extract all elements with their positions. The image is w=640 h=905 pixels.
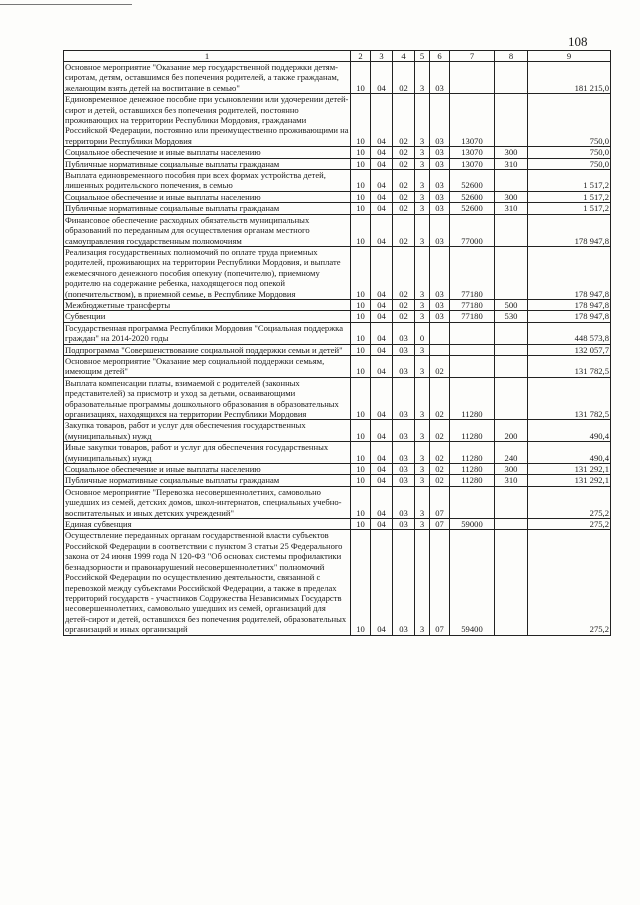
cell-subprogram: 3 <box>415 530 430 635</box>
cell-event: 07 <box>430 530 450 635</box>
table-row <box>64 158 611 169</box>
cell-program: 02 <box>393 170 415 192</box>
cell-program: 02 <box>393 147 415 158</box>
cell-event: 02 <box>430 464 450 475</box>
cell-expense-type: 300 <box>495 147 528 158</box>
cell-amount: 490,4 <box>528 442 611 464</box>
cell-section: 10 <box>351 442 371 464</box>
cell-amount: 131 782,5 <box>528 377 611 420</box>
cell-section: 10 <box>351 147 371 158</box>
cell-amount: 178 947,8 <box>528 311 611 322</box>
cell-subsection: 04 <box>371 442 393 464</box>
cell-program: 03 <box>393 322 415 344</box>
cell-name: Социальное обеспечение и иные выплаты населению <box>64 464 351 475</box>
cell-name: Иные закупки товаров, работ и услуг для обеспечения государственных (муниципальных) нужд <box>64 442 351 464</box>
cell-program: 02 <box>393 246 415 299</box>
cell-subsection: 04 <box>371 203 393 214</box>
cell-event: 02 <box>430 475 450 486</box>
cell-event: 03 <box>430 214 450 246</box>
cell-subprogram: 3 <box>415 246 430 299</box>
cell-program: 03 <box>393 475 415 486</box>
cell-name: Закупка товаров, работ и услуг для обеспечения государственных (муниципальных) нужд <box>64 420 351 442</box>
cell-event: 07 <box>430 486 450 518</box>
cell-subsection: 04 <box>371 475 393 486</box>
cell-amount: 448 573,8 <box>528 322 611 344</box>
cell-name: Единая субвенция <box>64 519 351 530</box>
cell-subsection: 04 <box>371 170 393 192</box>
cell-program: 02 <box>393 203 415 214</box>
cell-name: Реализация государственных полномочий по оплате труда приемных родителей, проживающих на территории Республики Мордовия, и выплате ежемесячного денежного пособия опекуну (попечителю), приемному родителю на содержание ребенка, находящегося под опекой (попечительством), в приемной семье, в Республике Мордовия <box>64 246 351 299</box>
cell-subsection: 04 <box>371 94 393 147</box>
cell-subprogram: 3 <box>415 355 430 377</box>
cell-name: Государственная программа Республики Мордовия "Социальная поддержка граждан" на 2014-2020 годы <box>64 322 351 344</box>
cell-event: 02 <box>430 420 450 442</box>
cell-program: 03 <box>393 442 415 464</box>
cell-amount: 131 782,5 <box>528 355 611 377</box>
table-row <box>64 355 611 377</box>
table-row <box>64 377 611 420</box>
cell-expense-type: 300 <box>495 464 528 475</box>
cell-direction: 77180 <box>450 246 495 299</box>
cell-direction: 11280 <box>450 464 495 475</box>
cell-program: 03 <box>393 464 415 475</box>
cell-program: 02 <box>393 214 415 246</box>
cell-program: 03 <box>393 486 415 518</box>
cell-amount: 750,0 <box>528 147 611 158</box>
cell-name: Осуществление переданных органам государственной власти субъектов Российской Федерации в соответствии с пунктом 3 статьи 25 Федерального закона от 24 июня 1999 года N 120-ФЗ "Об основах системы профилактики безнадзорности и правонарушений несовершеннолетних" полномочий Российской Федерации по осуществлению деятельности, связанной с перевозкой между субъектами Российской Федерации, а также в пределах территорий государств - участников Содружества Независимых Государств несовершеннолетних, самовольно ушедших из семей, организаций для детей-сирот и детей, оставшихся без попечения родителей, образовательных организаций и иных организаций <box>64 530 351 635</box>
cell-expense-type: 530 <box>495 311 528 322</box>
cell-subsection: 04 <box>371 530 393 635</box>
cell-name: Публичные нормативные социальные выплаты гражданам <box>64 158 351 169</box>
cell-amount: 178 947,8 <box>528 299 611 310</box>
cell-subsection: 04 <box>371 62 393 94</box>
cell-name: Социальное обеспечение и иные выплаты населению <box>64 191 351 202</box>
cell-event: 02 <box>430 355 450 377</box>
cell-direction: 59000 <box>450 519 495 530</box>
cell-expense-type: 310 <box>495 475 528 486</box>
cell-program: 03 <box>393 377 415 420</box>
table-row <box>64 246 611 299</box>
table-row <box>64 344 611 355</box>
cell-expense-type: 310 <box>495 158 528 169</box>
cell-event: 03 <box>430 158 450 169</box>
cell-amount: 1 517,2 <box>528 191 611 202</box>
table-row <box>64 311 611 322</box>
cell-expense-type <box>495 214 528 246</box>
cell-subprogram: 3 <box>415 62 430 94</box>
cell-subsection: 04 <box>371 322 393 344</box>
col-header-8: 8 <box>495 51 528 62</box>
col-header-3: 3 <box>371 51 393 62</box>
cell-direction: 77000 <box>450 214 495 246</box>
cell-event: 03 <box>430 191 450 202</box>
table-row <box>64 147 611 158</box>
cell-program: 02 <box>393 311 415 322</box>
table-row <box>64 442 611 464</box>
cell-name: Основное мероприятие "Перевозка несовершеннолетних, самовольно ушедших из семей, детских домов, школ-интернатов, специальных учебно-воспитательных и иных детских учреждений" <box>64 486 351 518</box>
header-rule <box>0 4 132 5</box>
cell-direction <box>450 344 495 355</box>
cell-expense-type: 300 <box>495 191 528 202</box>
cell-name: Публичные нормативные социальные выплаты гражданам <box>64 475 351 486</box>
cell-direction: 11280 <box>450 475 495 486</box>
cell-name: Единовременное денежное пособие при усыновлении или удочерении детей-сирот и детей, оставшихся без попечения родителей, постоянно проживающих на территории Республики Мордовия, гражданами Российской Федерации, постоянно или преимущественно проживающими на территории Республики Мордовия <box>65 94 349 146</box>
cell-subsection: 04 <box>371 486 393 518</box>
cell-name: Социальное обеспечение и иные выплаты населению <box>64 147 351 158</box>
cell-name: Субвенции <box>64 311 351 322</box>
cell-subprogram: 3 <box>415 158 430 169</box>
cell-direction: 11280 <box>450 420 495 442</box>
table-row <box>64 203 611 214</box>
cell-event: 03 <box>430 147 450 158</box>
cell-name: Выплата единовременного пособия при всех формах устройства детей, лишенных родительского попечения, в семью <box>64 170 351 192</box>
cell-subprogram: 3 <box>415 420 430 442</box>
cell-direction <box>450 486 495 518</box>
col-header-2: 2 <box>351 51 371 62</box>
cell-subprogram: 3 <box>415 486 430 518</box>
cell-section: 10 <box>351 214 371 246</box>
cell-amount: 181 215,0 <box>528 62 611 94</box>
cell-expense-type <box>495 62 528 94</box>
cell-event: 02 <box>430 442 450 464</box>
cell-section: 10 <box>351 486 371 518</box>
table-row <box>64 214 611 246</box>
col-header-9: 9 <box>528 51 611 62</box>
cell-subprogram: 3 <box>415 203 430 214</box>
cell-name: Выплата компенсации платы, взимаемой с родителей (законных представителей) за присмотр и уход за детьми, осваивающими образовательные программы дошкольного образования в образовательных организациях, находящихся на территории Республики Мордовия <box>64 377 351 420</box>
cell-subprogram: 3 <box>415 377 430 420</box>
cell-subsection: 04 <box>371 355 393 377</box>
cell-expense-type <box>495 246 528 299</box>
cell-direction <box>450 322 495 344</box>
cell-expense-type: 310 <box>495 203 528 214</box>
cell-direction: 52600 <box>450 191 495 202</box>
cell-section: 10 <box>351 420 371 442</box>
cell-program: 02 <box>393 62 415 94</box>
cell-amount: 490,4 <box>528 420 611 442</box>
cell-direction: 13070 <box>450 147 495 158</box>
cell-amount: 1 517,2 <box>528 170 611 192</box>
cell-direction: 11280 <box>450 377 495 420</box>
table-row <box>64 62 611 94</box>
cell-section: 10 <box>351 203 371 214</box>
cell-subsection: 04 <box>371 344 393 355</box>
cell-direction: 77180 <box>450 311 495 322</box>
cell-section: 10 <box>351 355 371 377</box>
cell-subsection: 04 <box>371 299 393 310</box>
cell-name: Межбюджетные трансферты <box>64 299 351 310</box>
cell-program: 03 <box>393 355 415 377</box>
cell-section: 10 <box>351 475 371 486</box>
cell-subprogram: 3 <box>415 344 430 355</box>
cell-name: Подпрограмма "Совершенствование социальной поддержки семьи и детей" <box>64 344 351 355</box>
cell-subsection: 04 <box>371 191 393 202</box>
cell-amount: 275,2 <box>528 530 611 635</box>
cell-subprogram: 3 <box>415 519 430 530</box>
cell-expense-type <box>495 519 528 530</box>
cell-program: 02 <box>393 158 415 169</box>
col-header-5: 5 <box>415 51 430 62</box>
cell-direction: 59400 <box>450 530 495 635</box>
table-row <box>64 322 611 344</box>
cell-subprogram: 3 <box>415 94 430 147</box>
table-row <box>64 191 611 202</box>
cell-event: 02 <box>430 377 450 420</box>
table-row <box>64 170 611 192</box>
table-row <box>64 464 611 475</box>
cell-section: 10 <box>351 62 371 94</box>
cell-amount: 131 292,1 <box>528 475 611 486</box>
cell-subprogram: 0 <box>415 322 430 344</box>
table-row <box>64 299 611 310</box>
cell-direction: 13070 <box>450 158 495 169</box>
col-header-7: 7 <box>450 51 495 62</box>
cell-subsection: 04 <box>371 377 393 420</box>
header-row <box>64 51 611 62</box>
cell-amount: 1 517,2 <box>528 203 611 214</box>
table-row <box>64 519 611 530</box>
cell-expense-type: 240 <box>495 442 528 464</box>
cell-amount: 750,0 <box>528 158 611 169</box>
cell-program: 03 <box>393 420 415 442</box>
page-number: 108 <box>568 34 588 49</box>
cell-section: 10 <box>351 299 371 310</box>
cell-program: 03 <box>393 344 415 355</box>
cell-direction: 11280 <box>450 442 495 464</box>
cell-section: 10 <box>351 377 371 420</box>
cell-expense-type <box>495 170 528 192</box>
cell-subsection: 04 <box>371 311 393 322</box>
cell-subprogram: 3 <box>415 442 430 464</box>
cell-section: 10 <box>351 170 371 192</box>
cell-subprogram: 3 <box>415 147 430 158</box>
budget-table <box>63 50 611 636</box>
cell-section: 10 <box>351 519 371 530</box>
cell-event: 03 <box>430 203 450 214</box>
cell-expense-type <box>495 94 528 147</box>
table-row <box>64 94 611 147</box>
cell-direction <box>450 355 495 377</box>
table-row <box>64 475 611 486</box>
cell-direction: 77180 <box>450 299 495 310</box>
cell-name: Основное мероприятие "Оказание мер государственной поддержки детям-сиротам, детям, оставшимся без попечения родителей, а также гражданам, желающим взять детей на воспитание в семью" <box>64 62 351 94</box>
col-header-4: 4 <box>393 51 415 62</box>
table-row <box>64 530 611 635</box>
cell-expense-type: 500 <box>495 299 528 310</box>
col-header-1: 1 <box>64 51 351 62</box>
cell-amount: 178 947,8 <box>528 246 611 299</box>
cell-section: 10 <box>351 94 371 147</box>
cell-name: Публичные нормативные социальные выплаты гражданам <box>64 203 351 214</box>
cell-section: 10 <box>351 246 371 299</box>
cell-section: 10 <box>351 530 371 635</box>
cell-subprogram: 3 <box>415 464 430 475</box>
cell-amount: 178 947,8 <box>528 214 611 246</box>
cell-program: 02 <box>393 299 415 310</box>
cell-expense-type: 200 <box>495 420 528 442</box>
cell-section: 10 <box>351 344 371 355</box>
cell-program: 02 <box>393 94 415 147</box>
cell-program: 02 <box>393 191 415 202</box>
cell-section: 10 <box>351 311 371 322</box>
cell-event: 07 <box>430 519 450 530</box>
cell-direction: 13070 <box>450 94 495 147</box>
col-header-6: 6 <box>430 51 450 62</box>
cell-direction: 52600 <box>450 170 495 192</box>
cell-event: 03 <box>430 299 450 310</box>
cell-name: Финансовое обеспечение расходных обязательств муниципальных образований по переданным для осуществления органам местного самоуправления государственным полномочиям <box>64 214 351 246</box>
cell-event <box>430 344 450 355</box>
cell-event: 03 <box>430 311 450 322</box>
cell-subsection: 04 <box>371 519 393 530</box>
table-row <box>64 420 611 442</box>
cell-expense-type <box>495 486 528 518</box>
cell-amount: 750,0 <box>528 94 611 147</box>
cell-amount: 132 057,7 <box>528 344 611 355</box>
cell-amount: 275,2 <box>528 486 611 518</box>
cell-event: 03 <box>430 62 450 94</box>
cell-event <box>430 322 450 344</box>
cell-event: 03 <box>430 246 450 299</box>
cell-event: 03 <box>430 94 450 147</box>
cell-direction: 52600 <box>450 203 495 214</box>
cell-program: 03 <box>393 530 415 635</box>
cell-subprogram: 3 <box>415 299 430 310</box>
cell-subprogram: 3 <box>415 475 430 486</box>
cell-section: 10 <box>351 191 371 202</box>
cell-subprogram: 3 <box>415 214 430 246</box>
cell-expense-type <box>495 355 528 377</box>
cell-expense-type <box>495 322 528 344</box>
cell-name: Основное мероприятие "Оказание мер социальной поддержки семьям, имеющим детей" <box>64 355 351 377</box>
cell-section: 10 <box>351 464 371 475</box>
cell-subsection: 04 <box>371 420 393 442</box>
cell-section: 10 <box>351 322 371 344</box>
cell-amount: 275,2 <box>528 519 611 530</box>
cell-expense-type <box>495 344 528 355</box>
cell-expense-type <box>495 377 528 420</box>
cell-subsection: 04 <box>371 147 393 158</box>
table-row <box>64 486 611 518</box>
cell-subprogram: 3 <box>415 191 430 202</box>
cell-event: 03 <box>430 170 450 192</box>
cell-expense-type <box>495 530 528 635</box>
cell-subsection: 04 <box>371 246 393 299</box>
cell-subprogram: 3 <box>415 311 430 322</box>
cell-amount: 131 292,1 <box>528 464 611 475</box>
cell-direction <box>450 62 495 94</box>
cell-section: 10 <box>351 158 371 169</box>
cell-subsection: 04 <box>371 464 393 475</box>
cell-subsection: 04 <box>371 214 393 246</box>
cell-subsection: 04 <box>371 158 393 169</box>
cell-program: 03 <box>393 519 415 530</box>
cell-subprogram: 3 <box>415 170 430 192</box>
